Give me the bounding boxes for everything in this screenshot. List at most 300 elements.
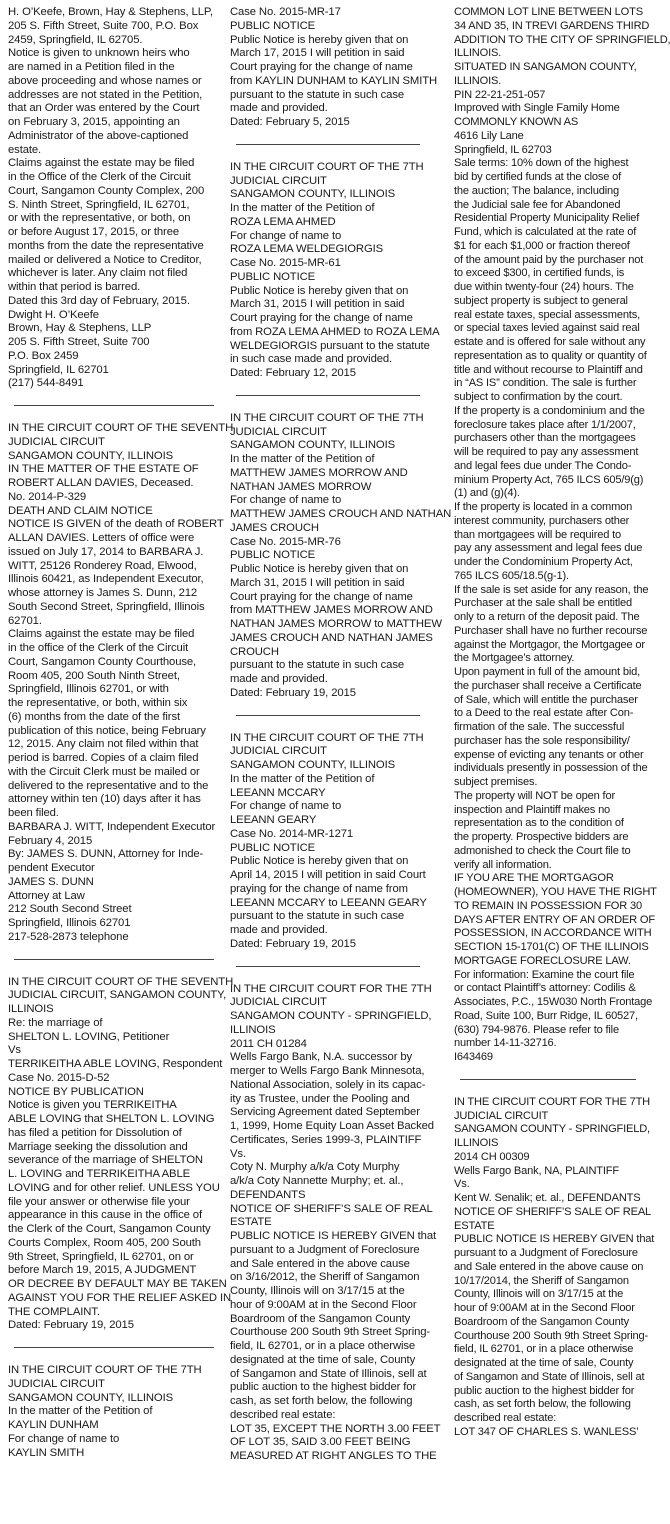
notice-line: in the office of the Clerk of the Circuit: [8, 642, 189, 654]
notice-line: SANGAMON COUNTY, ILLINOIS: [8, 1391, 174, 1404]
legal-notice: [230, 160, 440, 381]
notice-line: IN THE CIRCUIT COURT OF THE SEVENTH: [8, 422, 234, 434]
notice-line: mailed or delivered a Notice to Creditor,: [8, 253, 202, 266]
notice-divider: [14, 1347, 214, 1348]
notice-line: 62701.: [8, 614, 42, 627]
notice-line: Associates, P.C., 15W030 North Frontage: [454, 996, 653, 1008]
notice-line: Notice is given to unknown heirs who: [8, 47, 190, 60]
notice-line: Purchaser at the sale shall be entitled: [454, 597, 632, 610]
notice-line: ADDITION TO THE CITY OF SPRINGFIELD,: [454, 33, 670, 46]
notice-line: (630) 794-9876. Please refer to file: [454, 1023, 619, 1036]
notice-line: March 17, 2015 I will petition in said: [230, 47, 405, 60]
notice-line: For change of name to: [230, 494, 342, 507]
notice-line: Case No. 2015-MR-76: [230, 535, 341, 548]
notice-line: to exceed $300, in certified funds, is: [454, 267, 625, 280]
notice-line: the auction; The balance, including: [454, 184, 619, 197]
legal-notice: [230, 6, 438, 130]
notice-line: The property will NOT be open for: [454, 789, 615, 802]
notice-line: MATTHEW JAMES CROUCH AND NATHAN: [230, 508, 452, 520]
notice-line: ILLINOIS: [454, 1137, 499, 1149]
notice-line: JUDICIAL CIRCUIT: [230, 745, 327, 758]
notice-line: within that period is barred.: [8, 281, 141, 293]
notice-line: ROBERT ALLAN DAVIES, Deceased.: [8, 477, 194, 489]
notice-line: Dated: February 19, 2015: [230, 937, 356, 950]
notice-line: hour of 9:00AM at in the Second Floor: [230, 1298, 417, 1311]
notice-line: Wells Fargo Bank, NA, PLAINTIFF: [454, 1164, 619, 1177]
notice-line: from ROZA LEMA AHMED to ROZA LEMA: [230, 325, 440, 338]
notice-line: pursuant to the statute in such case: [230, 88, 405, 101]
notice-line: I643469: [454, 1051, 493, 1063]
notice-line: ity as Trustee, under the Pooling and: [230, 1092, 410, 1105]
notice-line: In the matter of the Petition of: [230, 772, 375, 785]
notice-line: described real estate:: [454, 1412, 557, 1424]
notice-line: issued on July 17, 2014 to BARBARA J.: [8, 545, 204, 558]
notice-line: due within twenty-four (24) hours. The: [454, 281, 634, 293]
notice-line: (HOMEOWNER), YOU HAVE THE RIGHT: [454, 886, 657, 898]
notice-line: April 14, 2015 I will petition in said Court: [230, 869, 426, 881]
notice-line: If the sale is set aside for any reason, the: [454, 583, 649, 596]
notice-line: in “AS IS” condition. The sale is further: [454, 377, 637, 390]
notice-line: PUBLIC NOTICE IS HEREBY GIVEN that: [454, 1233, 655, 1246]
notice-line: No. 2014-P-329: [8, 490, 87, 503]
notice-line: (217) 544-8491: [8, 377, 84, 390]
notice-line: KAYLIN SMITH: [8, 1446, 85, 1459]
notice-line: Coty N. Murphy a/k/a Coty Murphy: [230, 1161, 400, 1174]
notice-line: and legal fees due under The Condo-: [454, 459, 632, 472]
notice-line: MATTHEW JAMES MORROW AND: [230, 466, 408, 479]
notice-line: IF YOU ARE THE MORTGAGOR: [454, 872, 614, 885]
notice-line: pay any assessment and legal fees due: [454, 542, 643, 555]
notice-line: Kent W. Senalik; et. al., DEFENDANTS: [454, 1192, 641, 1204]
notice-line: in such case made and provided.: [230, 353, 393, 366]
notice-line: addresses are not stated in the Petition,: [8, 88, 203, 101]
notice-line: JUDICIAL CIRCUIT: [8, 1377, 105, 1390]
notice-line: ESTATE: [454, 1219, 495, 1232]
notice-line: PUBLIC NOTICE: [230, 270, 316, 283]
notice-line: whose attorney is James S. Dunn, 212: [8, 587, 198, 599]
notice-line: of Sale, which will entitle the purchaser: [454, 693, 638, 706]
notice-line: 205 S. Fifth Street, Suite 700: [8, 336, 150, 348]
notice-line: February 4, 2015: [8, 834, 93, 847]
notice-line: will be required to pay any assessment: [454, 446, 639, 458]
legal-notice: [8, 975, 234, 1334]
notice-line: County, Illinois will on 3/17/15 at the: [454, 1288, 624, 1301]
notice-line: THE COMPLAINT.: [8, 1305, 100, 1318]
notice-line: estate.: [8, 143, 42, 156]
notice-line: to a Deed to the real estate after Con-: [454, 707, 634, 720]
notice-line: than mortgagees will be required to: [454, 528, 621, 541]
notice-line: IN THE CIRCUIT COURT OF THE SEVENTH: [8, 975, 234, 988]
notice-line: National Association, solely in its capac-: [230, 1078, 426, 1091]
notice-line: cash, as set forth below, the following: [230, 1395, 413, 1407]
notice-line: the representative, or both, within six: [8, 697, 188, 709]
notice-line: a/k/a Coty Nannette Murphy; et. al.,: [230, 1175, 404, 1187]
notice-line: 765 ILCS 605/18.5(g-1).: [454, 569, 569, 582]
notice-line: pursuant to the statute in such case: [230, 910, 405, 923]
notice-line: firmation of the sale. The successful: [454, 721, 625, 733]
notice-line: NOTICE BY PUBLICATION: [8, 1085, 144, 1098]
notice-divider: [236, 715, 420, 716]
notice-line: minium Property Act, 765 ILCS 605/9(g): [454, 473, 644, 486]
notice-line: Court praying for the change of name: [230, 312, 413, 324]
notice-line: publication of this notice, being February: [8, 724, 206, 737]
notice-line: Case No. 2015-MR-61: [230, 257, 341, 269]
notice-line: POSSESSION, IN ACCORDANCE WITH: [454, 927, 652, 940]
notice-line: in the Office of the Clerk of the Circuit: [8, 171, 191, 183]
notice-line: Attorney at Law: [8, 889, 85, 902]
notice-line: pendent Executor: [8, 862, 95, 874]
notice-line: period is barred. Copies of a claim filed: [8, 752, 199, 764]
notice-line: with the Circuit Clerk must be mailed or: [8, 765, 200, 778]
notice-line: LEEANN GEARY: [230, 814, 317, 826]
notice-line: hour of 9:00AM at in the Second Floor: [454, 1302, 635, 1314]
notice-line: DEATH AND CLAIM NOTICE: [8, 504, 153, 517]
notice-line: foreclosure takes place after 1/1/2007,: [454, 418, 636, 431]
legal-notice: [230, 411, 452, 701]
notice-line: JUDICIAL CIRCUIT: [230, 425, 327, 438]
notice-line: SANGAMON COUNTY - SPRINGFIELD,: [230, 1010, 432, 1022]
notice-line: Vs.: [454, 1178, 470, 1191]
legal-notice: [8, 1364, 220, 1460]
notice-line: that an Order was entered by the Court: [8, 102, 200, 115]
notice-line: inspection and Plaintiff makes no: [454, 803, 611, 816]
notice-line: MORTGAGE FORECLOSURE LAW.: [454, 954, 631, 967]
notice-line: County, Illinois will on 3/17/15 at the: [230, 1285, 405, 1297]
notice-line: Residential Property Municipality Relief: [454, 212, 640, 225]
notice-line: JAMES CROUCH: [230, 521, 319, 534]
notice-line: Dated: February 19, 2015: [230, 686, 356, 699]
column-2: [230, 6, 452, 1464]
notice-line: Court praying for the change of name: [230, 590, 413, 603]
notice-line: PUBLIC NOTICE IS HEREBY GIVEN that: [230, 1230, 437, 1242]
notice-line: against the Mortgagor, the Mortgagee or: [454, 638, 645, 651]
notice-line: NOTICE OF SHERIFF’S SALE OF REAL: [230, 1202, 433, 1215]
notice-line: the property. Prospective bidders are: [454, 831, 629, 843]
notice-line: Claims against the estate may be filed: [8, 628, 195, 641]
notice-line: pursuant to a Judgment of Foreclosure: [454, 1247, 638, 1259]
notice-line: 2014 CH 00309: [454, 1150, 530, 1163]
notice-line: Dated this 3rd day of February, 2015.: [8, 294, 190, 307]
notice-line: only to a return of the deposit paid. The: [454, 611, 640, 623]
notice-line: Purchaser shall have no further recourse: [454, 624, 648, 637]
notice-line: JUDICIAL CIRCUIT, SANGAMON COUNTY,: [8, 989, 227, 1002]
notice-line: If the property is located in a common: [454, 501, 633, 513]
notice-line: (1) and (g)(4).: [454, 487, 520, 500]
notice-line: OF LOT 35, SAID 3.00 FEET BEING: [230, 1436, 411, 1449]
notice-line: described real estate:: [230, 1408, 336, 1421]
notice-line: JUDICIAL CIRCUIT: [8, 435, 105, 448]
notice-line: Room 405, 200 South Ninth Street,: [8, 669, 180, 682]
notice-line: SECTION 15-1701(C) OF THE ILLINOIS: [454, 941, 649, 953]
notice-line: WELDEGIORGIS pursuant to the statute: [230, 339, 430, 352]
notice-line: JUDICIAL CIRCUIT: [230, 174, 327, 187]
notice-line: 205 S. Fifth Street, Suite 700, P.O. Box: [8, 19, 199, 32]
notice-line: purchasers other than the mortgagees: [454, 432, 636, 445]
legal-notice: [454, 6, 670, 1065]
notice-line: Public Notice is hereby given that on: [230, 284, 409, 297]
notice-line: Court, Sangamon County Courthouse,: [8, 655, 197, 668]
notice-line: and Sale entered in the above cause: [230, 1257, 410, 1270]
notice-line: Public Notice is hereby given that on: [230, 855, 409, 868]
notice-line: Administrator of the above-captioned: [8, 129, 189, 142]
notice-line: (6) months from the date of the first: [8, 710, 180, 723]
notice-line: Dated: February 12, 2015: [230, 367, 356, 379]
notice-line: IN THE CIRCUIT COURT OF THE 7TH: [230, 731, 424, 744]
notice-line: made and provided.: [230, 924, 328, 936]
notice-line: March 31, 2015 I will petition in said: [230, 298, 405, 311]
notice-line: IN THE CIRCUIT COURT FOR THE 7TH: [454, 1095, 651, 1108]
notice-line: KAYLIN DUNHAM: [8, 1419, 99, 1431]
notice-line: pursuant to a Judgment of Foreclosure: [230, 1243, 420, 1256]
notice-line: individuals presently in possession of the: [454, 762, 648, 775]
notice-line: delivered to the representative and to the: [8, 779, 209, 792]
notice-line: Wells Fargo Bank, N.A. successor by: [230, 1051, 413, 1064]
notice-line: 212 South Second Street: [8, 903, 132, 916]
notice-line: severance of the marriage of SHELTON: [8, 1154, 203, 1167]
notice-line: DEFENDANTS: [230, 1188, 306, 1201]
notice-line: Dated: February 5, 2015: [230, 116, 350, 128]
notice-line: on February 3, 2015, appointing an: [8, 116, 180, 128]
notice-line: Springfield, Illinois 62701, or with: [8, 683, 169, 696]
notice-line: made and provided.: [230, 102, 328, 115]
notice-line: H. O’Keefe, Brown, Hay & Stephens, LLP,: [8, 6, 213, 18]
notice-line: Brown, Hay & Stephens, LLP: [8, 322, 152, 335]
notice-line: public auction to the highest bidder for: [230, 1381, 417, 1394]
notice-line: from MATTHEW JAMES MORROW AND: [230, 604, 433, 617]
notice-line: ESTATE: [230, 1216, 272, 1229]
notice-line: above proceeding and whose names or: [8, 74, 202, 87]
notice-line: PUBLIC NOTICE: [230, 19, 316, 32]
notice-line: Public Notice is hereby given that on: [230, 563, 409, 575]
notice-line: Case No. 2015-D-52: [8, 1071, 110, 1084]
notice-line: Case No. 2014-MR-1271: [230, 827, 354, 840]
notice-line: Case No. 2015-MR-17: [230, 6, 341, 18]
notice-line: JUDICIAL CIRCUIT: [454, 1109, 549, 1122]
notice-line: IN THE MATTER OF THE ESTATE OF: [8, 463, 199, 476]
notice-line: field, IL 62701, or in a place otherwise: [230, 1340, 416, 1352]
notice-divider: [236, 966, 420, 967]
legal-notice: [230, 982, 441, 1464]
notice-line: of Sangamon and State of Illinois, sell at: [454, 1370, 645, 1383]
notice-line: IN THE CIRCUIT COURT OF THE 7TH: [8, 1364, 202, 1376]
notice-line: In the matter of the Petition of: [230, 453, 375, 465]
legal-notice: [454, 1095, 655, 1440]
notice-line: Court, Sangamon County Complex, 200: [8, 184, 205, 197]
notice-line: Springfield, IL 62703: [454, 143, 552, 156]
notice-line: Marriage seeking the dissolution and: [8, 1140, 188, 1153]
notice-line: SITUATED IN SANGAMON COUNTY,: [454, 61, 637, 73]
notice-line: 10/17/2014, the Sheriff of Sangamon: [454, 1274, 629, 1287]
notice-line: ALLAN DAVIES. Letters of office were: [8, 532, 195, 544]
notice-divider: [236, 144, 420, 145]
notice-line: LOT 35, EXCEPT THE NORTH 3.00 FEET: [230, 1422, 441, 1435]
notice-line: LOVING and for other relief. UNLESS YOU: [8, 1181, 220, 1194]
notice-line: 2011 CH 01284: [230, 1037, 307, 1050]
notice-line: Dwight H. O’Keefe: [8, 308, 99, 321]
notice-line: has filed a petition for Dissolution of: [8, 1126, 182, 1139]
notice-line: 12, 2015. Any claim not filed within that: [8, 738, 199, 751]
notice-line: WITT, 25126 Ronderey Road, Elwood,: [8, 559, 197, 572]
notice-line: pursuant to the statute in such case: [230, 659, 405, 672]
legal-notice: [8, 6, 220, 391]
notice-line: SANGAMON COUNTY - SPRINGFIELD,: [454, 1123, 650, 1136]
notice-line: COMMON LOT LINE BETWEEN LOTS: [454, 6, 643, 18]
notice-line: 217-528-2873 telephone: [8, 930, 129, 943]
notice-line: the Clerk of the Court, Sangamon County: [8, 1223, 211, 1235]
notice-line: Fund, which is calculated at the rate of: [454, 226, 637, 238]
notice-line: By: JAMES S. DUNN, Attorney for Inde-: [8, 848, 204, 861]
notice-line: Springfield, Illinois 62701: [8, 917, 131, 929]
notice-line: SANGAMON COUNTY, ILLINOIS: [230, 188, 396, 201]
notice-divider: [460, 1079, 636, 1080]
notice-line: real estate taxes, special assessments,: [454, 308, 640, 321]
notice-line: CROUCH: [230, 645, 279, 658]
notice-line: the Mortgagee’s attorney.: [454, 652, 575, 665]
notice-line: ILLINOIS.: [454, 47, 502, 60]
notice-line: South Second Street, Springfield, Illinois: [8, 600, 205, 613]
notice-line: JAMES S. DUNN: [8, 875, 94, 888]
notice-line: Public Notice is hereby given that on: [230, 33, 409, 46]
notice-divider: [14, 959, 214, 960]
notice-line: IN THE CIRCUIT COURT OF THE 7TH: [230, 411, 424, 424]
notice-line: or with the representative, or both, on: [8, 212, 191, 225]
notice-line: before March 19, 2015, A JUDGMENT: [8, 1264, 197, 1277]
notice-line: merger to Wells Fargo Bank Minnesota,: [230, 1065, 425, 1077]
notice-line: estate and is offered for sale without any: [454, 336, 646, 348]
notice-line: Courthouse 200 South 9th Street Spring-: [454, 1329, 649, 1342]
notice-line: cash, as set forth below, the following: [454, 1398, 631, 1411]
notice-line: number 14-11-32716.: [454, 1037, 557, 1050]
notice-divider: [236, 395, 420, 396]
notice-line: NOTICE OF SHERIFF’S SALE OF REAL: [454, 1205, 652, 1218]
notice-line: Road, Suite 100, Burr Ridge, IL 60527,: [454, 1009, 638, 1022]
notice-line: For information: Examine the court file: [454, 968, 635, 981]
notice-line: Claims against the estate may be filed: [8, 157, 195, 170]
notice-line: TERRIKEITHA ABLE LOVING, Respondent: [8, 1058, 223, 1070]
notice-line: ILLINOIS: [230, 1023, 276, 1036]
notice-line: NATHAN JAMES MORROW to MATTHEW: [230, 618, 442, 630]
notice-line: SANGAMON COUNTY, ILLINOIS: [8, 449, 174, 462]
notice-line: months from the date the representative: [8, 239, 204, 252]
notice-line: 4616 Lily Lane: [454, 129, 524, 142]
notice-line: under the Condominium Property Act,: [454, 556, 633, 568]
notice-line: from KAYLIN DUNHAM to KAYLIN SMITH: [230, 74, 438, 87]
notice-line: Vs.: [230, 1147, 246, 1160]
notice-divider: [14, 405, 214, 406]
notice-line: LEEANN MCCARY to LEEANN GEARY: [230, 896, 427, 909]
column-1: [8, 6, 234, 1460]
notice-line: $1 for each $1,000 or fraction thereof: [454, 239, 630, 252]
notice-line: praying for the change of name from: [230, 882, 408, 895]
legal-notice: [8, 422, 234, 945]
notice-line: PUBLIC NOTICE: [230, 549, 316, 562]
notice-line: Courts Complex, Room 405, 200 South: [8, 1236, 201, 1249]
notice-line: or before August 17, 2015, or three: [8, 226, 180, 238]
notice-line: title and without recourse to Plaintiff and: [454, 363, 643, 376]
notice-line: SHELTON L. LOVING, Petitioner: [8, 1030, 170, 1043]
notice-line: S. Ninth Street, Springfield, IL 62701,: [8, 198, 190, 211]
notice-line: Court praying for the change of name: [230, 61, 413, 73]
notice-line: Boardroom of the Sangamon County: [230, 1312, 411, 1325]
notice-line: Dated: February 19, 2015: [8, 1319, 134, 1332]
notice-line: Courthouse 200 South 9th Street Spring-: [230, 1326, 431, 1339]
notice-line: In the matter of the Petition of: [230, 202, 375, 214]
legal-notice: [230, 732, 426, 952]
notice-line: interest community, purchasers other: [454, 514, 630, 527]
notice-line: 9th Street, Springfield, IL 62701, on or: [8, 1250, 194, 1263]
notice-line: or special taxes levied against said real: [454, 322, 640, 335]
notice-line: TO REMAIN IN POSSESSION FOR 30: [454, 899, 642, 912]
notice-line: Servicing Agreement dated September: [230, 1106, 420, 1119]
notice-line: ILLINOIS.: [454, 74, 502, 87]
notice-line: ILLINOIS: [8, 1003, 54, 1015]
notice-line: JUDICIAL CIRCUIT: [230, 996, 327, 1009]
notice-line: made and provided.: [230, 673, 328, 685]
notice-line: LOT 347 OF CHARLES S. WANLESS’: [454, 1425, 639, 1438]
notice-line: 34 AND 35, IN TREVI GARDENS THIRD: [454, 19, 650, 32]
notice-line: Improved with Single Family Home: [454, 102, 620, 115]
notice-line: representation as to the condition of: [454, 817, 624, 830]
notice-line: been filed.: [8, 807, 59, 819]
notice-line: of the amount paid by the purchaser not: [454, 253, 644, 266]
notice-line: designated at the time of sale, County: [230, 1353, 416, 1366]
notice-line: Sale terms: 10% down of the highest: [454, 157, 629, 170]
notice-line: subject property is subject to general: [454, 294, 628, 307]
notice-line: ROZA LEMA AHMED: [230, 215, 336, 228]
notice-line: MEASURED AT RIGHT ANGLES TO THE: [230, 1450, 437, 1462]
notice-line: SANGAMON COUNTY, ILLINOIS: [230, 759, 396, 771]
notice-line: COMMONLY KNOWN AS: [454, 116, 579, 128]
notice-line: field, IL 62701, or in a place otherwise: [454, 1343, 634, 1356]
notice-line: expense of evicting any tenants or other: [454, 748, 644, 761]
notice-line: Boardroom of the Sangamon County: [454, 1315, 629, 1328]
notice-line: PIN 22-21-251-057: [454, 88, 546, 101]
notice-line: representation as to quality or quantity of: [454, 349, 647, 362]
notice-line: of Sangamon and State of Illinois, sell at: [230, 1367, 427, 1380]
notice-line: purchaser has the sole responsibility/: [454, 734, 630, 747]
notice-line: bid by certified funds at the close of: [454, 171, 622, 183]
notice-line: public auction to the highest bidder for: [454, 1384, 635, 1397]
notice-line: In the matter of the Petition of: [8, 1405, 153, 1418]
notice-line: P.O. Box 2459: [8, 349, 79, 362]
notice-line: For change of name to: [230, 800, 342, 813]
notice-line: and Sale entered in the above cause on: [454, 1260, 644, 1273]
notice-line: 2459, Springfield, IL 62705.: [8, 33, 143, 46]
notice-line: Vs: [8, 1044, 21, 1057]
notice-line: whichever is later. Any claim not filed: [8, 267, 188, 280]
notice-line: attorney within ten (10) days after it has: [8, 793, 201, 806]
notice-line: are named in a Petition filed in the: [8, 61, 175, 73]
notice-line: NATHAN JAMES MORROW: [230, 480, 372, 493]
notice-line: the Judicial sale fee for Abandoned: [454, 198, 621, 211]
notice-line: For change of name to: [230, 229, 342, 242]
notice-line: IN THE CIRCUIT COURT FOR THE 7TH: [230, 982, 432, 995]
column-3: [454, 6, 670, 1440]
notice-line: DAYS AFTER ENTRY OF AN ORDER OF: [454, 913, 655, 926]
notice-line: Springfield, IL 62701: [8, 363, 109, 376]
notice-line: If the property is a condominium and the: [454, 404, 645, 417]
notice-line: March 31, 2015 I will petition in said: [230, 576, 405, 589]
notice-line: OR DECREE BY DEFAULT MAY BE TAKEN: [8, 1278, 227, 1290]
notice-line: L. LOVING and TERRIKEITHA ABLE: [8, 1168, 191, 1180]
notice-line: the purchaser shall receive a Certificate: [454, 679, 642, 692]
notice-line: or contact Plaintiff’s attorney: Codilis &: [454, 982, 636, 995]
notice-line: appearance in this cause in the office of: [8, 1209, 202, 1222]
notice-line: subject premises.: [454, 776, 538, 788]
notice-line: BARBARA J. WITT, Independent Executor: [8, 820, 216, 833]
notice-line: subject to confirmation by the court.: [454, 391, 623, 403]
notice-line: Notice is given you TERRIKEITHA: [8, 1099, 177, 1112]
